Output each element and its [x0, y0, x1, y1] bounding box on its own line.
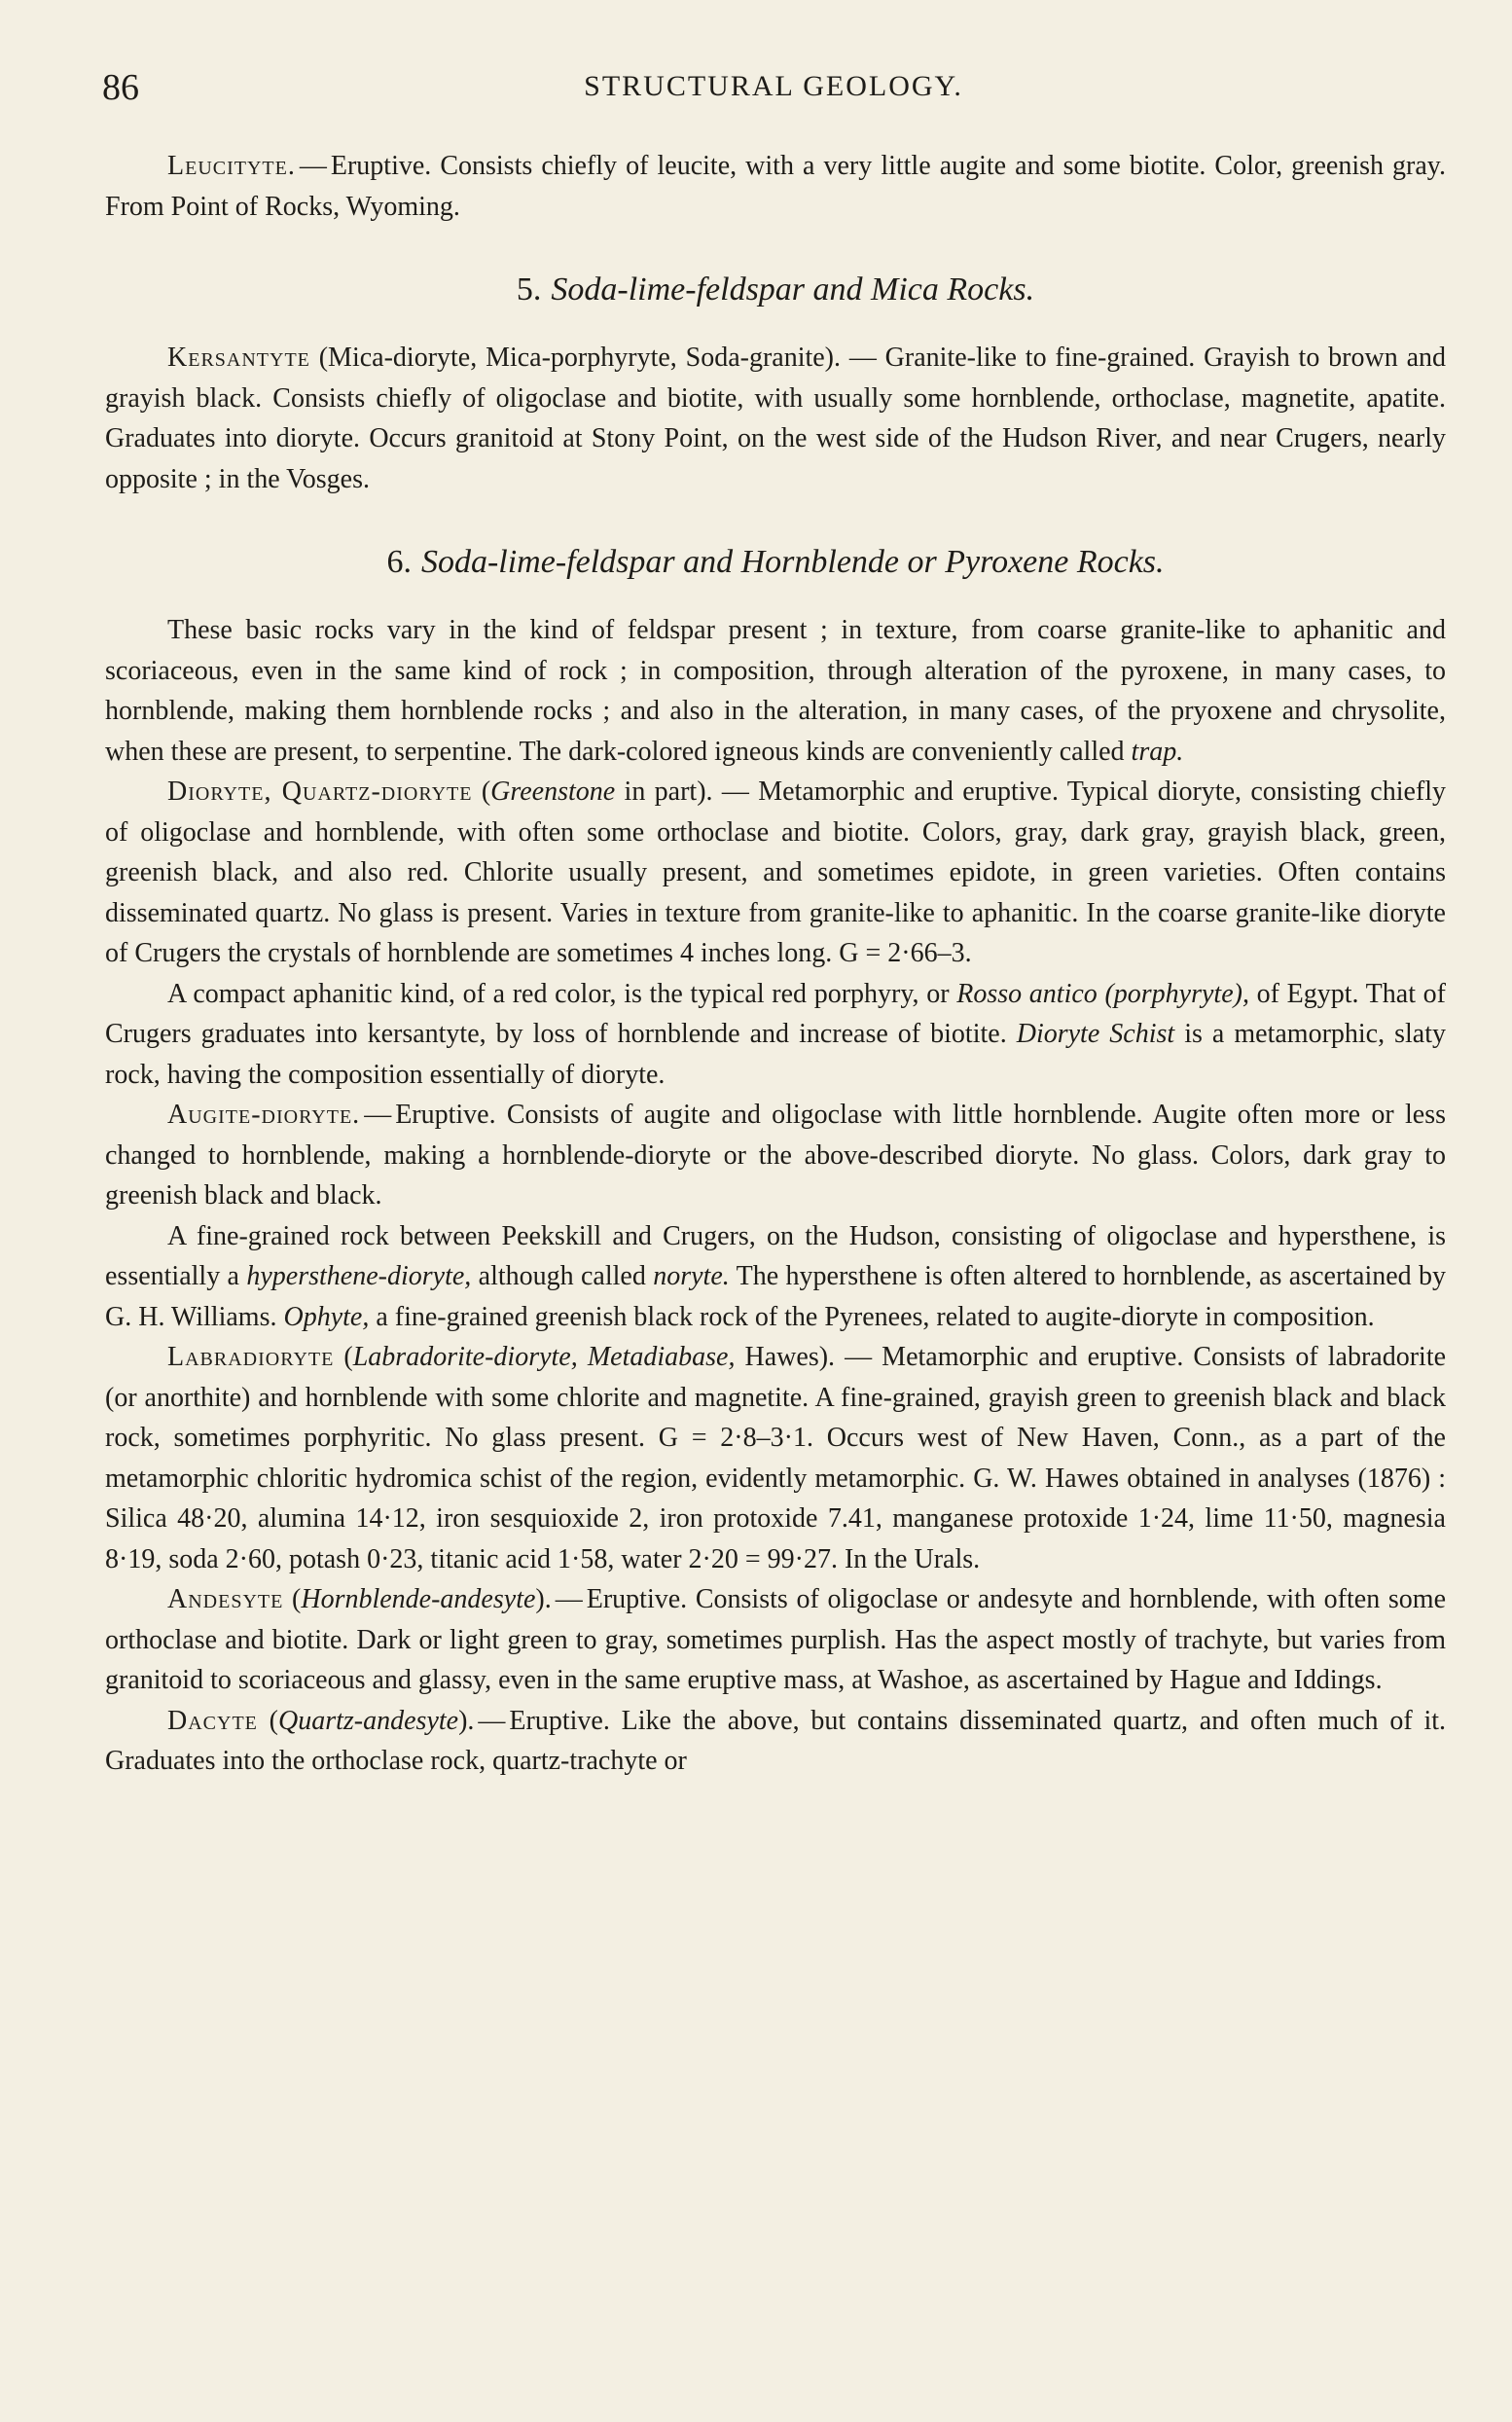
section-number-6: 6.	[386, 544, 412, 580]
section-title-6: Soda-lime-feldspar and Hornblende or Pyroxene Rocks.	[420, 544, 1165, 580]
entry-dacyte: Dacyte (Quartz-andesyte). — Eruptive. Like the above, but contains disseminated quartz, and often much of it. Graduates into the orthoclase rock, quartz-trachyte or	[105, 1705, 1447, 1776]
paragraph-intro	[105, 610, 1446, 772]
leucityte-text: Eruptive. Consists chiefly of leucite, with a very little augite and some biotite. Color, greenish gray. From Point of Rocks, Wyoming.	[105, 151, 1446, 222]
term-leucityte: Leucityte.	[167, 151, 296, 181]
term-dioryte-schist: Dioryte Schist	[1016, 1019, 1175, 1049]
labradioryte-text: Hawes). — Metamorphic and eruptive. Consists of labradorite (or anorthite) and hornblende with some chlorite and magnetite. A fine-grained, grayish green to greenish black and black rock, sometimes porphyritic. No glass present. G = 2·8–3·1. Occurs west of New Haven, Conn., as a part of the metamorphic chloritic hydromica schist of the region, evidently metamorphic. G. W. Hawes obtained in analyses (1876) : Silica 48·20, alumina 14·12, iron sesquioxide 2, iron protoxide 7.41, manganese protoxide 1·24, lime 11·50, magnesia 8·19, soda 2·60, potash 0·23, titanic acid 1·58, water 2·20 = 99·27. In the Urals.	[105, 1342, 1447, 1574]
section-number-5: 5.	[516, 271, 542, 307]
term-dacyte: Dacyte	[167, 1705, 258, 1736]
term-kersantyte: Kersantyte	[167, 343, 310, 373]
section-title-5: Soda-lime-feldspar and Mica Rocks.	[551, 271, 1035, 307]
dioryte-open: (	[481, 777, 491, 807]
term-labradioryte: Labradioryte	[167, 1342, 335, 1372]
alias-labradorite-dioryte: Labradorite-dioryte,	[352, 1342, 578, 1372]
page-header	[102, 66, 1445, 125]
text: although called	[478, 1261, 646, 1291]
augite-dioryte-text: Eruptive. Consists of augite and oligoclase with little hornblende. Augite often more or less changed to hornblende, making a hornblende-dioryte or the above-described dioryte. No glass. Colors, dark gray to greenish black and black.	[105, 1100, 1446, 1211]
text: A compact aphanitic kind, of a red color, is the typical red porphyry, or	[167, 978, 950, 1009]
andesyte-text: Eruptive. Consists of oligoclase or andesyte and hornblende, with often some orthoclase and biotite. Dark or light green to gray, sometimes purplish. Has the aspect mostly of trachyte, but varies from granitoid to scoriaceous and glassy, even in the same eruptive mass, at Washoe, as ascertained by Hague and Iddings.	[105, 1584, 1447, 1695]
section-heading-6	[105, 544, 1446, 581]
term-hypersthene-dioryte: hypersthene-dioryte,	[246, 1261, 472, 1291]
term-augite-dioryte: Augite-dioryte.	[167, 1100, 361, 1130]
entry-augite-dioryte: Augite-dioryte. — Eruptive. Consists of augite and oligoclase with little hornblende. Augite often more or less changed to hornblende, making a hornblende-dioryte or the above-described dioryte. No glass. Colors, dark gray to greenish black and black.	[105, 1100, 1446, 1211]
alias-hornblende-andesyte: Hornblende-andesyte	[301, 1584, 536, 1614]
text: is a metamorphic, slaty rock, having the composition essentially of dioryte.	[105, 1019, 1447, 1090]
dacyte-text: Eruptive. Like the above, but contains disseminated quartz, and often much of it. Graduates into the orthoclase rock, quartz-trachyte or	[105, 1705, 1447, 1776]
entry-andesyte: Andesyte (Hornblende-andesyte). — Eruptive. Consists of oligoclase or andesyte and hornblende, with often some orthoclase and biotite. Dark or light green to gray, sometimes purplish. Has the aspect mostly of trachyte, but varies from granitoid to scoriaceous and glassy, even in the same eruptive mass, at Washoe, as ascertained by Hague and Iddings.	[105, 1584, 1447, 1695]
term-trap: trap.	[1131, 736, 1184, 767]
alias-metadiabase: Metadiabase,	[587, 1342, 736, 1372]
paragraph-hypersthene	[105, 1216, 1446, 1338]
term-ophyte: Ophyte,	[283, 1301, 370, 1332]
entry-dioryte	[105, 772, 1446, 974]
alias-quartz-andesyte: Quartz-andesyte	[278, 1705, 459, 1736]
alias-greenstone: Greenstone	[490, 777, 616, 807]
paragraph-dioryte-varieties	[105, 974, 1446, 1096]
intro-text: These basic rocks vary in the kind of feldspar present ; in texture, from coarse granite-like to aphanitic and scoriaceous, even in the same kind of rock ; in composition, through alteration of the pyroxene, in many cases, to hornblende, making them hornblende rocks ; and also in the alteration, in many cases, of the pryoxene and chrysolite, when these are present, to serpentine. The dark-colored igneous kinds are conveniently called	[105, 615, 1446, 767]
text: a fine-grained greenish black rock of the Pyrenees, related to augite-dioryte in composition.	[376, 1301, 1375, 1332]
page-number: 86	[102, 67, 139, 108]
text: of Egypt. That of Crugers graduates into kersantyte, by loss of hornblende and increase of biotite.	[105, 978, 1446, 1049]
text: The hypersthene is often altered to hornblende, as ascertained by G. H. Williams.	[105, 1261, 1447, 1332]
kersantyte-text: (Mica-dioryte, Mica-porphyryte, Soda-granite). — Granite-like to fine-grained. Grayish to brown and grayish black. Consists chiefly of oligoclase and biotite, with usually some hornblende, orthoclase, magnetite, apatite. Graduates into dioryte. Occurs granitoid at Stony Point, on the west side of the Hudson River, and near Crugers, nearly opposite ; in the Vosges.	[105, 343, 1446, 494]
term-porphyryte: (porphyryte),	[1104, 978, 1249, 1009]
entry-labradioryte: Labradioryte (Labradorite-dioryte, Metadiabase, Hawes). — Metamorphic and eruptive. Consists of labradorite (or anorthite) and hornblende with some chlorite and magnetite. A fine-grained, grayish green to greenish black and black rock, sometimes porphyritic. No glass present. G = 2·8–3·1. Occurs west of New Haven, Conn., as a part of the metamorphic chloritic hydromica schist of the region, evidently metamorphic. G. W. Hawes obtained in analyses (1876) : Silica 48·20, alumina 14·12, iron sesquioxide 2, iron protoxide 7.41, manganese protoxide 1·24, lime 11·50, magnesia 8·19, soda 2·60, potash 0·23, titanic acid 1·58, water 2·20 = 99·27. In the Urals.	[105, 1342, 1447, 1574]
running-title: STRUCTURAL GEOLOGY.	[584, 70, 963, 102]
term-noryte: noryte.	[653, 1261, 730, 1291]
dioryte-text: in part). — Metamorphic and eruptive. Typical dioryte, consisting chiefly of oligoclase and hornblende, with often some orthoclase and biotite. Colors, gray, dark gray, grayish black, green, greenish black, and also red. Chlorite usually present, and sometimes epidote, in green varieties. Often contains disseminated quartz. No glass is present. Varies in texture from granite-like to aphanitic. In the coarse granite-like dioryte of Crugers the crystals of hornblende are sometimes 4 inches long. G = 2·66–3.	[105, 777, 1447, 968]
term-andesyte: Andesyte	[167, 1584, 284, 1614]
text: A fine-grained rock between Peekskill and Crugers, on the Hudson, consisting of oligoclase and hypersthene, is essentially a	[105, 1220, 1446, 1291]
term-dioryte: Dioryte, Quartz-dioryte	[167, 777, 473, 807]
page-body	[105, 146, 1446, 1782]
entry-kersantyte	[105, 338, 1446, 499]
section-heading-5	[105, 271, 1446, 308]
entry-leucityte: Leucityte. — Eruptive. Consists chiefly of leucite, with a very little augite and some biotite. Color, greenish gray. From Point of Rocks, Wyoming.	[105, 151, 1446, 222]
term-rosso-antico: Rosso antico	[956, 978, 1098, 1009]
